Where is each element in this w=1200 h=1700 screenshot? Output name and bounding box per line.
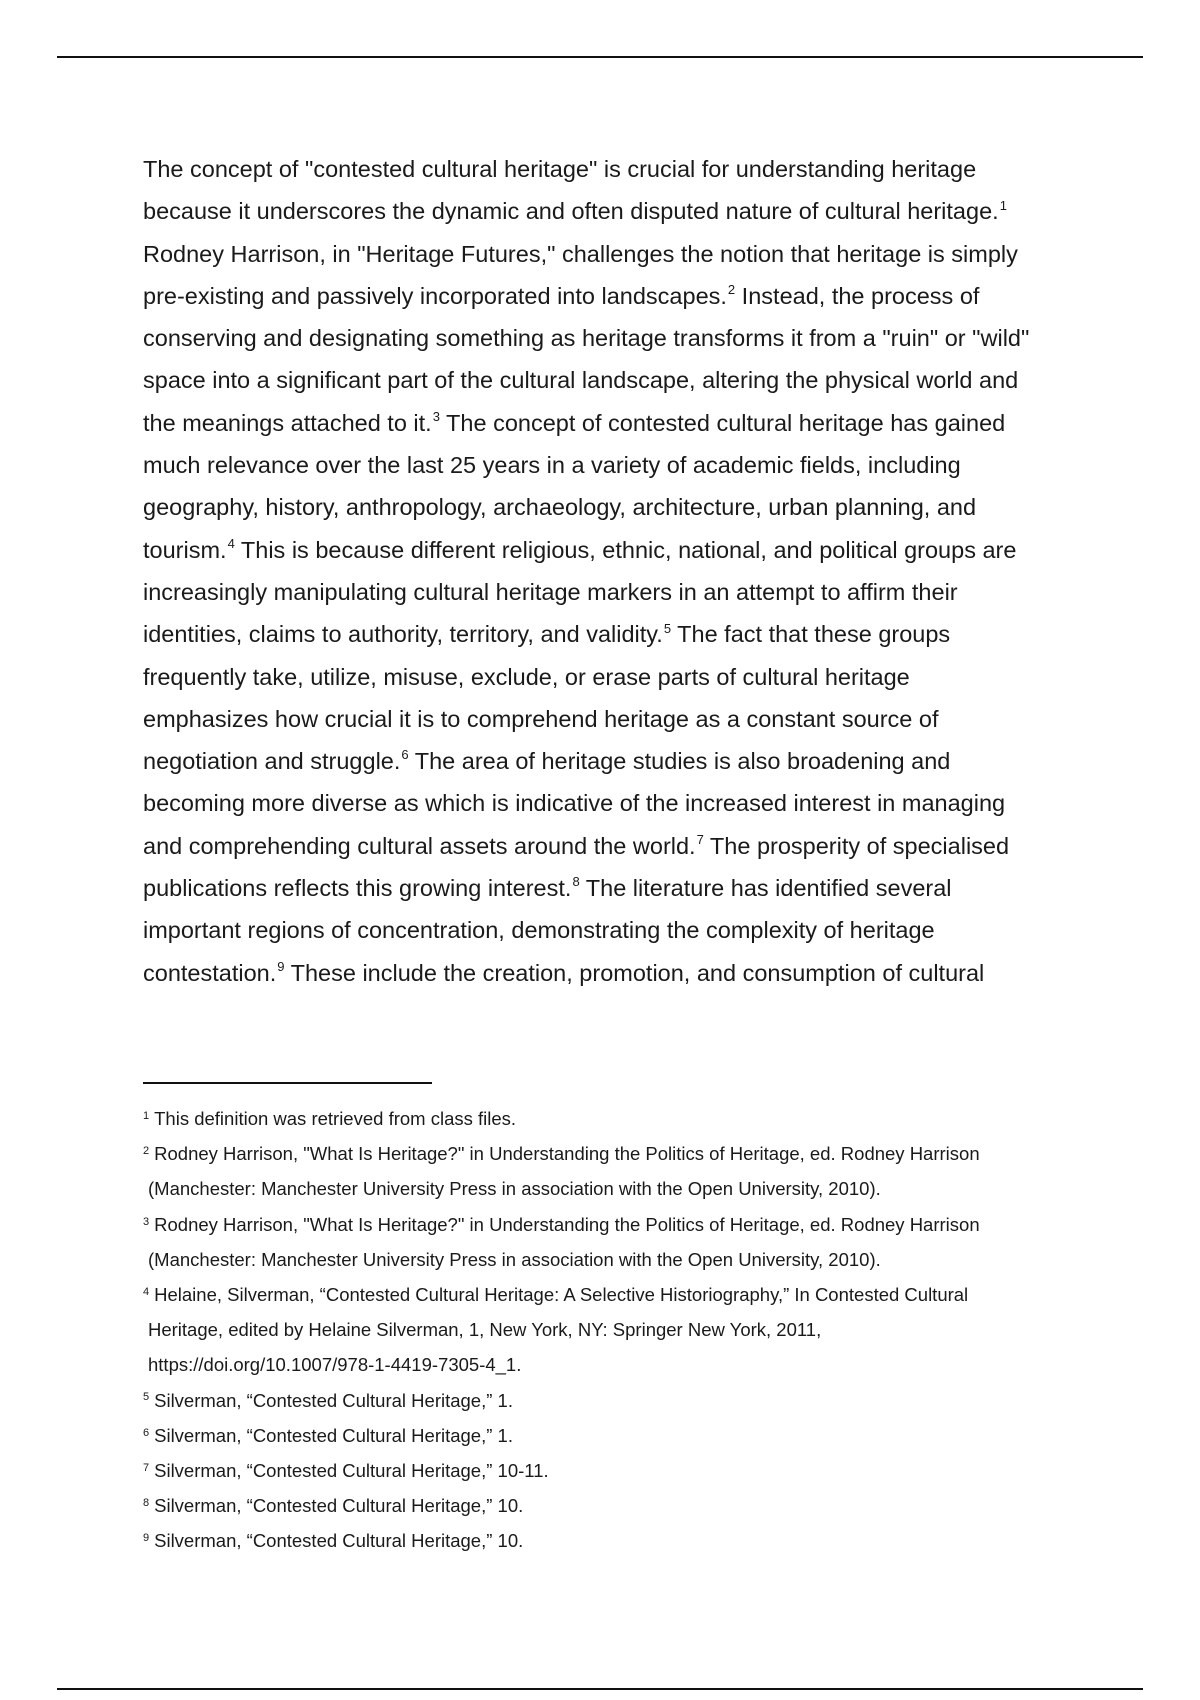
body-line-text: These include the creation, promotion, and consumption of cultural <box>284 959 985 986</box>
page-top-rule <box>57 56 1143 58</box>
body-line <box>143 486 1063 528</box>
body-line-text: much relevance over the last 25 years in a variety of academic fields, including <box>143 452 961 479</box>
footnote-ref: 6 <box>401 747 409 763</box>
footnote-number: 6 <box>143 1426 150 1439</box>
body-line-text: The area of heritage studies is also broadening and <box>408 748 951 775</box>
body-line-text: Instead, the process of <box>735 282 980 309</box>
footnote-number: 9 <box>143 1532 150 1545</box>
footnote-line <box>143 1453 1073 1488</box>
body-line <box>143 825 1063 867</box>
footnote-number: 5 <box>143 1391 150 1404</box>
body-line-text: The fact that these groups <box>671 621 951 648</box>
footnote-ref: 7 <box>696 832 704 847</box>
footnote-text: Silverman, “Contested Cultural Heritage,” 1. <box>154 1389 513 1411</box>
footnote-line <box>143 1207 1073 1242</box>
body-line-text: geography, history, anthropology, archaeology, architecture, urban planning, and <box>143 494 977 521</box>
body-line-text: because it underscores the dynamic and often disputed nature of cultural heritage. <box>143 198 999 225</box>
body-line <box>143 782 1063 824</box>
body-line-text: The concept of contested cultural heritage has gained <box>439 409 1006 436</box>
footnote-line <box>143 1488 1073 1523</box>
footnote-line <box>143 1418 1073 1453</box>
footnote-separator <box>143 1082 432 1084</box>
body-line-text: Rodney Harrison, in "Heritage Futures," challenges the notion that heritage is simply <box>143 240 1018 267</box>
body-line <box>143 909 1063 951</box>
footnote-text: Silverman, “Contested Cultural Heritage,” 10-11. <box>154 1459 549 1481</box>
body-line-text: negotiation and struggle. <box>143 748 401 775</box>
body-line <box>143 444 1063 486</box>
body-line-text: emphasizes how crucial it is to comprehend heritage as a constant source of <box>143 705 939 732</box>
body-line <box>143 613 1063 655</box>
body-line-text: This is because different religious, ethnic, national, and political groups are <box>234 536 1017 563</box>
page-bottom-rule <box>57 1688 1143 1690</box>
footnote-ref: 9 <box>277 958 285 974</box>
footnote-line <box>143 1171 1073 1206</box>
body-line-text: the meanings attached to it. <box>143 409 432 436</box>
footnote-ref: 1 <box>999 197 1007 213</box>
body-line <box>143 359 1063 401</box>
footnote-text: (Manchester: Manchester University Press in association with the Open University, 2010). <box>148 1248 881 1270</box>
footnote-ref: 8 <box>572 874 580 890</box>
footnote-text: Rodney Harrison, "What Is Heritage?" in Understanding the Politics of Heritage, ed. Rodney Harrison <box>154 1143 980 1165</box>
body-line-text: tourism. <box>143 536 227 563</box>
footnote-text: https://doi.org/10.1007/978-1-4419-7305-4_1. <box>148 1354 522 1376</box>
body-line-text: and comprehending cultural assets around the world. <box>143 832 696 859</box>
body-line-text: The literature has identified several <box>579 875 952 902</box>
body-line-text: pre-existing and passively incorporated into landscapes. <box>143 282 727 309</box>
footnote-line <box>143 1277 1073 1312</box>
body-line-text: contestation. <box>143 959 277 986</box>
body-line-text: frequently take, utilize, misuse, exclude, or erase parts of cultural heritage <box>143 663 910 690</box>
body-line <box>143 529 1063 571</box>
body-line-text: identities, claims to authority, territory, and validity. <box>143 621 663 648</box>
body-line <box>143 740 1063 782</box>
footnote-line <box>143 1312 1073 1347</box>
footnote-line <box>143 1242 1073 1277</box>
footnote-text: (Manchester: Manchester University Press in association with the Open University, 2010). <box>148 1178 881 1200</box>
body-line <box>143 656 1063 698</box>
body-line <box>143 571 1063 613</box>
footnote-text: Heritage, edited by Helaine Silverman, 1, New York, NY: Springer New York, 2011, <box>148 1319 822 1341</box>
footnote-ref: 3 <box>432 409 440 425</box>
footnote-text: Silverman, “Contested Cultural Heritage,” 10. <box>154 1495 524 1517</box>
footnote-line <box>143 1136 1073 1171</box>
body-line <box>143 402 1063 444</box>
body-line <box>143 148 1063 190</box>
footnote-ref: 5 <box>663 620 672 636</box>
footnote-text: Silverman, “Contested Cultural Heritage,” 10. <box>154 1530 524 1552</box>
body-line-text: publications reflects this growing interest. <box>143 875 572 902</box>
body-line <box>143 275 1063 317</box>
body-line <box>143 317 1063 359</box>
footnote-text: Silverman, “Contested Cultural Heritage,” 1. <box>154 1424 513 1446</box>
footnote-line <box>143 1347 1073 1382</box>
body-line <box>143 190 1063 232</box>
footnote-number: 7 <box>143 1461 150 1474</box>
body-line <box>143 952 1063 994</box>
body-line <box>143 233 1063 275</box>
body-line-text: conserving and designating something as heritage transforms it from a "ruin" or "wild" <box>143 325 1030 352</box>
body-line <box>143 867 1063 909</box>
footnote-text: Rodney Harrison, "What Is Heritage?" in Understanding the Politics of Heritage, ed. Rodney Harrison <box>154 1213 980 1235</box>
body-line-text: important regions of concentration, demonstrating the complexity of heritage <box>143 917 935 944</box>
body-line-text: The prosperity of specialised <box>703 832 1010 859</box>
footnote-line <box>143 1383 1073 1418</box>
footnote-text: This definition was retrieved from class files. <box>154 1108 517 1129</box>
footnote-text: Helaine, Silverman, “Contested Cultural Heritage: A Selective Historiography,” In Contested Cultural <box>154 1283 969 1305</box>
body-line-text: becoming more diverse as which is indicative of the increased interest in managing <box>143 790 1006 817</box>
footnote-number: 1 <box>143 1109 150 1122</box>
body-line-text: space into a significant part of the cultural landscape, altering the physical world and <box>143 367 1019 394</box>
footnote-number: 8 <box>143 1497 150 1510</box>
footnote-ref: 4 <box>227 535 235 551</box>
footnotes-section <box>143 1101 1073 1558</box>
footnote-number: 2 <box>143 1145 150 1158</box>
footnote-line <box>143 1101 1073 1136</box>
body-line-text: The concept of "contested cultural heritage" is crucial for understanding heritage <box>143 156 977 182</box>
footnote-number: 4 <box>143 1285 150 1298</box>
body-line <box>143 698 1063 740</box>
footnote-number: 3 <box>143 1215 150 1228</box>
footnote-ref: 2 <box>727 282 736 298</box>
footnote-line <box>143 1523 1073 1558</box>
body-paragraph <box>143 148 1063 994</box>
body-line-text: increasingly manipulating cultural heritage markers in an attempt to affirm their <box>143 578 958 605</box>
